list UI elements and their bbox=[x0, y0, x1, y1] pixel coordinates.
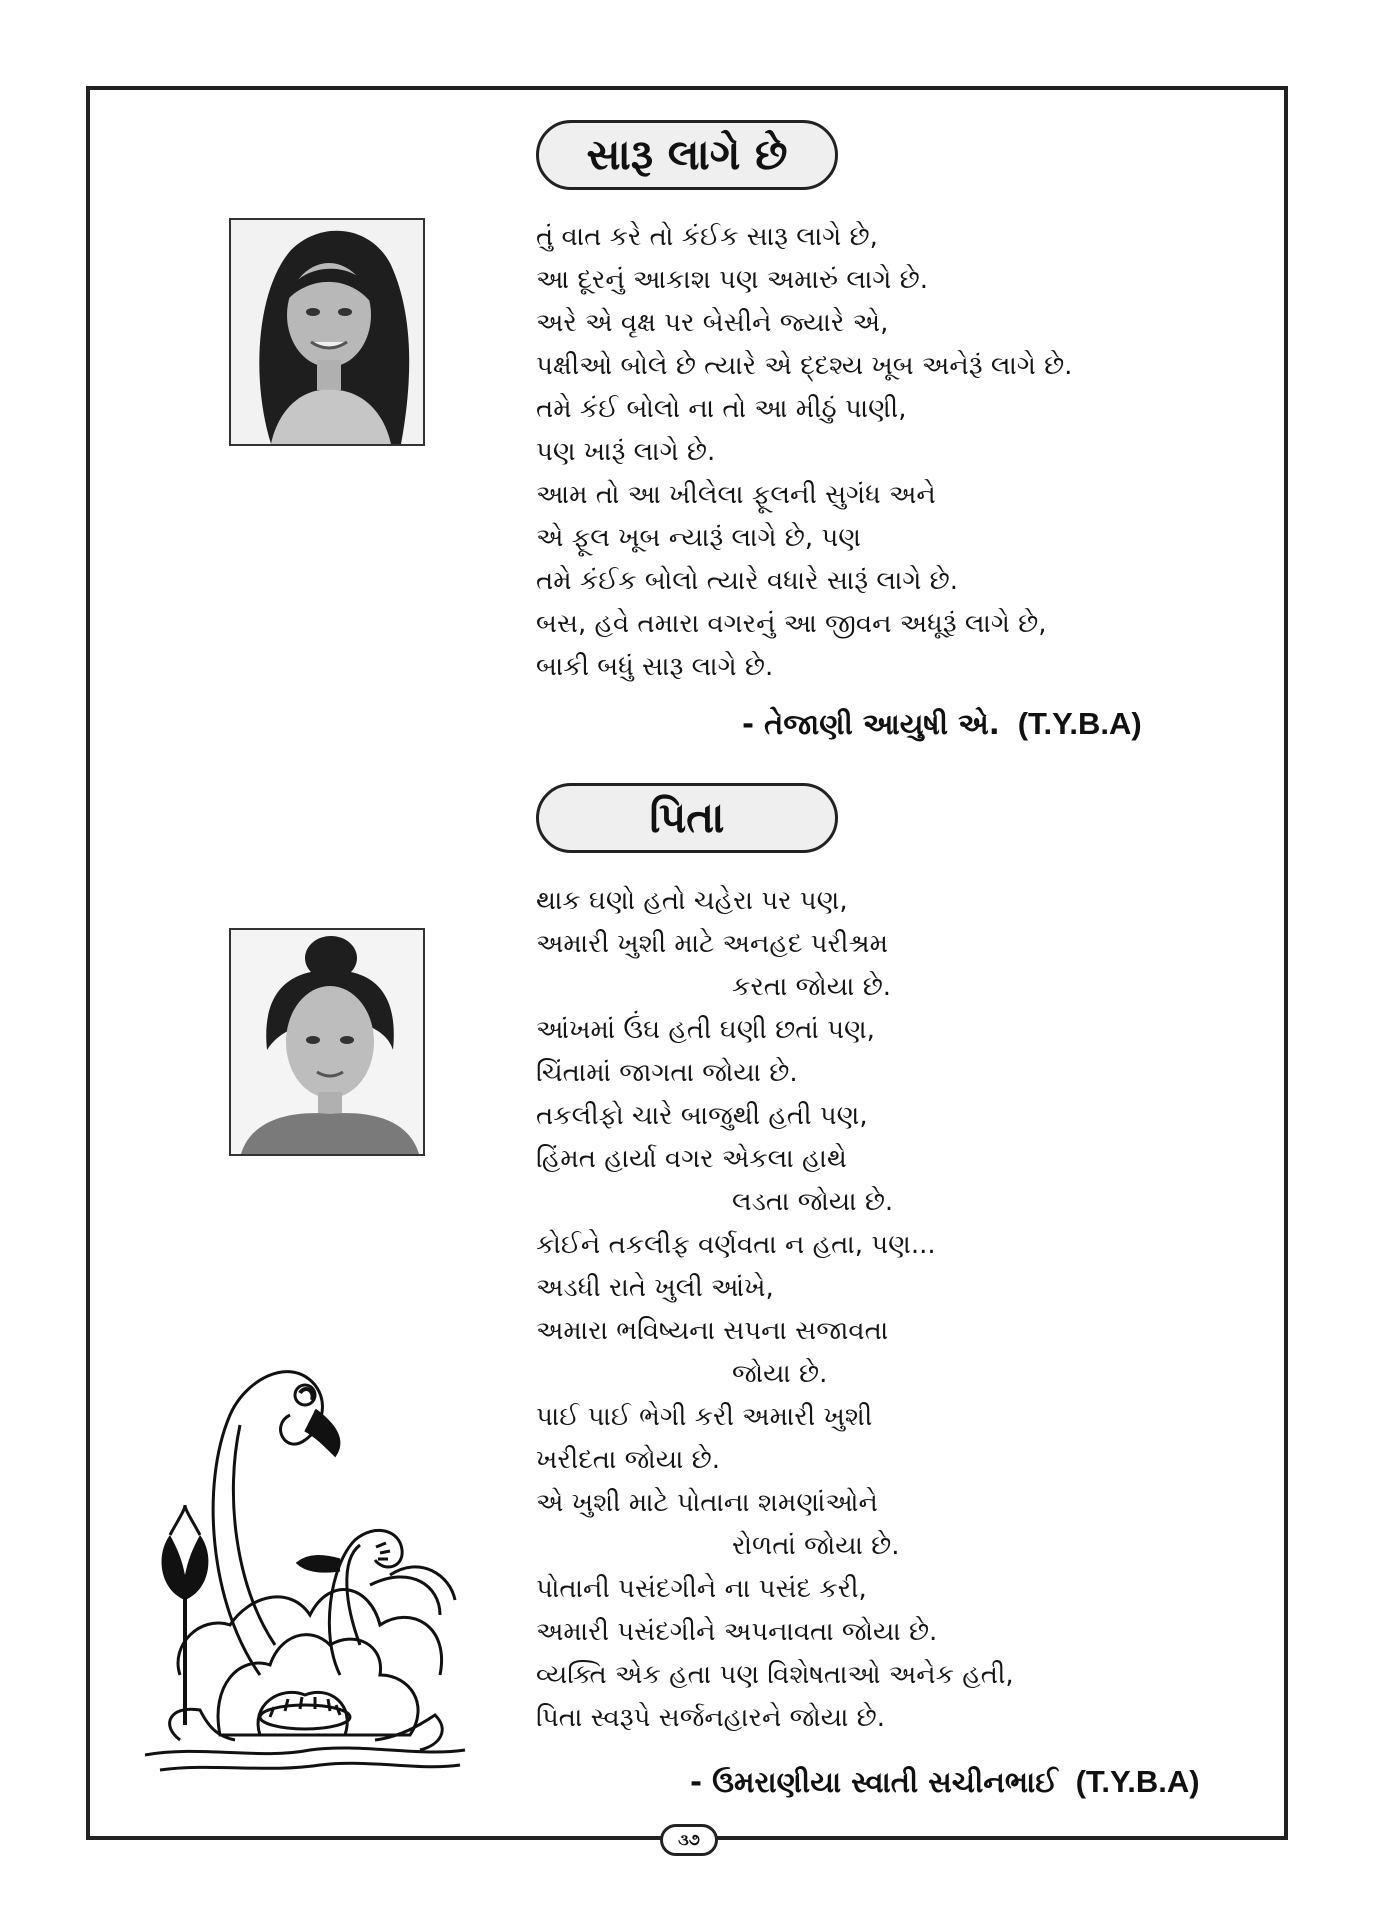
poem-line: આ દૂરનું આકાશ પણ અમારું લાગે છે. bbox=[536, 265, 928, 295]
page-number: ૩૭ bbox=[660, 1824, 718, 1856]
poem-1-author bbox=[742, 706, 1142, 742]
poem-line: થાક ઘણો હતો ચહેરા પર પણ, bbox=[536, 886, 848, 916]
poem-line: હિંમત હાર્યા વગર એકલા હાથે bbox=[536, 1144, 847, 1174]
author-name: - ઉમરાણીયા સ્વાતી સચીનભાઈ bbox=[690, 1765, 1058, 1799]
poem-line: લડતા જોયા છે. bbox=[732, 1187, 894, 1217]
poem-line: જોયા છે. bbox=[732, 1359, 828, 1389]
poem-line: અરે એ વૃક્ષ પર બેસીને જ્યારે એ, bbox=[536, 308, 889, 338]
poem-line: એ ખુશી માટે પોતાના શમણાંઓને bbox=[536, 1488, 878, 1518]
poem-line: આંખમાં ઉંઘ હતી ઘણી છતાં પણ, bbox=[536, 1015, 875, 1045]
poem-2-author bbox=[690, 1764, 1200, 1800]
poem-line: કોઈને તકલીફ વર્ણવતા ન હતા, પણ... bbox=[536, 1230, 936, 1260]
author-photo-1 bbox=[229, 218, 425, 446]
poem-line: તમે કંઈક બોલો ત્યારે વધારે સારૂં લાગે છે. bbox=[536, 566, 958, 596]
poem-line: અમારા ભવિષ્યના સપના સજાવતા bbox=[536, 1316, 889, 1346]
poem-line: તમે કંઈ બોલો ના તો આ મીઠું પાણી, bbox=[536, 394, 907, 424]
swan-lotus-illustration-icon bbox=[140, 1345, 470, 1785]
poem-1-lines bbox=[536, 216, 1072, 689]
poem-line: ખરીદતા જોયા છે. bbox=[536, 1445, 721, 1475]
poem-line: પક્ષીઓ બોલે છે ત્યારે એ દ્દશ્ય ખૂબ અનેરૂં લાગે છે. bbox=[536, 351, 1073, 381]
portrait-icon bbox=[231, 930, 423, 1154]
poem-line: વ્યક્તિ એક હતા પણ વિશેષતાઓ અનેક હતી, bbox=[536, 1660, 1014, 1690]
poem-line: રોળતાં જોયા છે. bbox=[732, 1531, 900, 1561]
poem-2-lines bbox=[536, 880, 1014, 1740]
poem-line: અમારી ખુશી માટે અનહદ પરીશ્રમ bbox=[536, 929, 888, 959]
poem-line: તું વાત કરે તો કંઈક સારૂ લાગે છે, bbox=[536, 222, 878, 252]
poem-line: આમ તો આ ખીલેલા ફૂલની સુગંધ અને bbox=[536, 480, 936, 510]
portrait-icon bbox=[231, 220, 423, 444]
poem-line: અમારી પસંદગીને અપનાવતા જોયા છે. bbox=[536, 1617, 938, 1647]
poem-line: એ ફૂલ ખૂબ ન્યારૂં લાગે છે, પણ bbox=[536, 523, 861, 553]
poem-line: પાઈ પાઈ ભેગી કરી અમારી ખુશી bbox=[536, 1402, 873, 1432]
poem-line: પણ ખારૂં લાગે છે. bbox=[536, 437, 716, 467]
poem-line: ચિંતામાં જાગતા જોયા છે. bbox=[536, 1058, 798, 1088]
author-class: (T.Y.B.A) bbox=[1017, 706, 1142, 741]
poem-line: પિતા સ્વરૂપે સર્જનહારને જોયા છે. bbox=[536, 1703, 886, 1733]
poem-title-2: પિતા bbox=[536, 783, 838, 853]
poem-line: બસ, હવે તમારા વગરનું આ જીવન અધૂરૂં લાગે છે, bbox=[536, 609, 1047, 639]
poem-line: પોતાની પસંદગીને ના પસંદ કરી, bbox=[536, 1574, 867, 1604]
author-photo-2 bbox=[229, 928, 425, 1156]
poem-line: કરતા જોયા છે. bbox=[732, 972, 892, 1002]
poem-line: અડધી રાતે ખુલી આંખે, bbox=[536, 1273, 774, 1303]
poem-line: બાકી બધું સારૂ લાગે છે. bbox=[536, 652, 774, 682]
poem-line: તકલીફો ચારે બાજુથી હતી પણ, bbox=[536, 1101, 868, 1131]
poem-title-1: સારૂ લાગે છે bbox=[536, 120, 838, 190]
author-name: - તેજાણી આયુષી એ. bbox=[742, 707, 1000, 741]
author-class: (T.Y.B.A) bbox=[1075, 1764, 1200, 1799]
